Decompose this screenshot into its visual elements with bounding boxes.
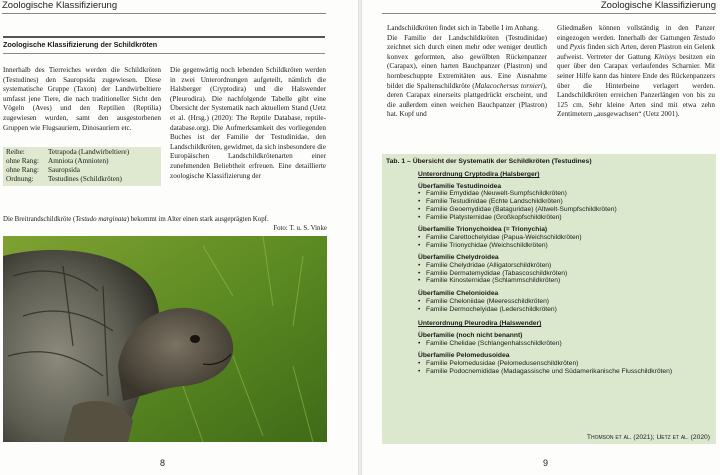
table-title: Tab. 1 – Übersicht der Systematik der Schildkröten (Testudines) — [386, 158, 592, 165]
superfamily-name: Überfamilie Pelomedusoidea — [418, 352, 510, 360]
table-references — [587, 434, 710, 441]
family-item: • Familie Pelomedusidae (Pelomedusenschildkröten) — [418, 360, 714, 368]
superfamily-group — [418, 352, 714, 375]
text-run: Landschildkröten findet sich in Tabelle I im Anhang. — [387, 24, 539, 32]
text-run: ), deren Carapax einerseits plattgedrückt erscheint, und die außerdem einen weichen Bauchpanzer (Plastron) hat. Kopf und — [387, 81, 547, 119]
genus-name: Kinixys — [654, 52, 676, 61]
page-number: 9 — [543, 458, 549, 468]
running-head: Zoologische Klassifizierung — [2, 0, 118, 11]
rank-value: Testudines (Schildkröten) — [48, 175, 122, 183]
family-item: • Familie Testudinidae (Echte Landschildkröten) — [418, 198, 714, 206]
systematik-row — [3, 148, 161, 157]
rank-label: Ordnung: — [6, 175, 34, 183]
right-page — [362, 0, 720, 475]
text-run: Gliedmaßen können vollständig in den Panzer eingezogen werden. Innerhalb der Gattungen — [557, 24, 715, 42]
systematik-row — [3, 175, 161, 184]
family-item: • Familie Dermatemydidae (Tabascoschildkröten) — [418, 270, 714, 278]
paragraph — [387, 24, 547, 120]
header-rule — [2, 13, 326, 14]
text-column-1 — [3, 66, 161, 133]
superfamily-name: Überfamilie Trionychoidea (= Trionychia) — [418, 226, 548, 234]
tortoise-photo — [3, 236, 327, 442]
systematik-row — [3, 166, 161, 175]
family-item: • Familie Platysternidae (Großkopfschildkröten) — [418, 214, 714, 222]
systematics-paragraph: Die gegenwärtig noch lebenden Schildkröten werden in zwei Unterordnungen aufgeteilt, nämlich die Halsberger (Cryptodira) und die Halswender (Pleurodira). Die nachfolgende Tabelle gibt eine Übersicht der Systematik nach aktuellem Stand (Uetz et al. (Hrsg.) (2020): The Reptile Database, reptile-database.org). Die Aufmerksamkeit des vorliegenden Buches ist der Familie der Testudinidae, den Landschildkröten, gewidmet, da sich insbesondere die Europäischen Landschildkrötenarten einer zunehmenden Beliebtheit erfreuen. Eine detaillierte zoologische Klassifizierung der — [170, 66, 326, 180]
photo-caption — [3, 216, 329, 233]
paragraph — [557, 24, 715, 120]
family-item: • Familie Geoemydidae (Bataguridae) (Altwelt-Sumpfschildkröten) — [418, 206, 714, 214]
family-item: • Familie Chelidae (Schlangenhalsschildkröten) — [418, 340, 714, 348]
family-item: • Familie Chelydridae (Alligatorschildkröten) — [418, 262, 714, 270]
systematics-table — [382, 154, 716, 444]
superfamily-group — [418, 254, 714, 285]
page-number: 8 — [160, 458, 166, 468]
family-list — [418, 234, 714, 249]
text-column-2 — [557, 24, 715, 120]
family-item: • Familie Emydidae (Neuwelt-Sumpfschildkröten) — [418, 190, 714, 198]
superfamily-name: Überfamilie Chelydroidea — [418, 254, 499, 262]
suborder-groups — [418, 183, 714, 314]
rank-value: Tetrapoda (Landwirbeltiere) — [48, 148, 130, 156]
caption-text: ) bekommt im Alter einen stark ausgeprägten Kopf. — [126, 216, 269, 223]
suborder-groups — [418, 332, 714, 376]
text-column-2 — [170, 66, 326, 181]
left-page — [0, 0, 358, 475]
superfamily-group — [418, 290, 714, 313]
family-list — [418, 360, 714, 375]
species-name: Malacochersus tornieri — [474, 81, 543, 90]
rank-value: Sauropsida — [48, 166, 80, 174]
photo-credit: Foto: T. u. S. Vinke — [273, 224, 327, 232]
rank-label: ohne Rang: — [6, 157, 39, 165]
superfamily-group — [418, 183, 714, 222]
running-head: Zoologische Klassifizierung — [600, 0, 716, 11]
family-item: • Familie Kinosternidae (Schlammschildkröten) — [418, 277, 714, 285]
family-list — [418, 340, 714, 348]
suborder-heading: Unterordnung Cryptodira (Halsberger) — [418, 171, 540, 178]
rank-label: Reihe: — [6, 148, 25, 156]
header-rule — [382, 13, 716, 14]
family-item: • Familie Cheloniidae (Meeresschildkröten) — [418, 298, 714, 306]
caption-text: Die Breitrandschildkröte ( — [3, 216, 76, 223]
intro-paragraph: Innerhalb des Tierreiches werden die Schildkröten (Testudines) den Sauropsida zugewiesen. Diese systematische Gruppe (Taxon) der Landwirbeltiere umfasst jene Tiere, die nach traditioneller Sicht den Vögeln (Aves) und den Reptilien (Reptilia) zugewiesen wurden, samt den ausgestorbenen Gruppen wie Flugsauriern, Dinosauriern etc. — [3, 66, 161, 132]
suborder-heading: Unterordnung Pleurodira (Halswender) — [418, 320, 542, 328]
caption-species: Testudo marginata — [75, 216, 127, 223]
genus-name: Testudo — [692, 33, 715, 42]
superfamily-group — [418, 332, 714, 347]
text-column-1 — [387, 24, 547, 120]
family-list — [418, 190, 714, 221]
family-item: • Familie Dermochelyidae (Lederschildkröten) — [418, 306, 714, 314]
section-title: Zoologische Klassifizierung der Schildkröten — [3, 36, 325, 54]
systematik-row — [3, 157, 161, 166]
genus-name: Pyxis — [569, 43, 586, 52]
rank-label: ohne Rang: — [6, 166, 39, 174]
family-list — [418, 298, 714, 313]
family-item: • Familie Podocnemididae (Madagassische und Südamerikanische Flusschildkröten) — [418, 368, 714, 376]
text-run: finden sich Arten, deren Plastron ein Gelenk aufweist. Vertreter der Gattung — [557, 43, 715, 61]
superfamily-name: Überfamilie Chelonioidea — [418, 290, 499, 298]
family-item: • Familie Trionychidae (Weichschildkröten) — [418, 242, 714, 250]
references-text: Thomson et al. (2021); Uetz et al. (2020) — [586, 434, 710, 441]
rank-value: Amniota (Amnioten) — [48, 157, 109, 165]
table-body — [418, 171, 714, 380]
superfamily-name: Überfamilie (noch nicht benannt) — [418, 331, 523, 339]
text-run: Die Familie der Landschildkröten (Testudinidae) zeichnet sich durch einen mehr oder weniger deutlich konvex geformten, also gewölbten Rückenpanzer (Carapax), einen harten Bauchpanzer (Plastron) und hornbeschuppte Extremitäten aus. Eine Ausnahme bildet die Spaltenschildkröte ( — [387, 33, 547, 90]
systematik-box — [3, 147, 161, 186]
family-list — [418, 262, 714, 285]
superfamily-name: Überfamilie Testudinoidea — [418, 182, 502, 190]
family-item: • Familie Carettochelyidae (Papua-Weichschildkröten) — [418, 234, 714, 242]
superfamily-group — [418, 226, 714, 249]
text-run: besitzen ein quer über den Carapax verlaufendes Scharnier. Mit seiner Hilfe kann das hintere Ende des Rückenpanzers über die Hinterbeine verlagert werden. Landschildkröten erreichen Panzerlängen von bis zu 125 cm. Sehr kleine Arten sind mit etwa zehn Zentimetern „ausgewachsen“ (Uetz 2001). — [557, 52, 715, 119]
text-run: und — [557, 43, 570, 52]
